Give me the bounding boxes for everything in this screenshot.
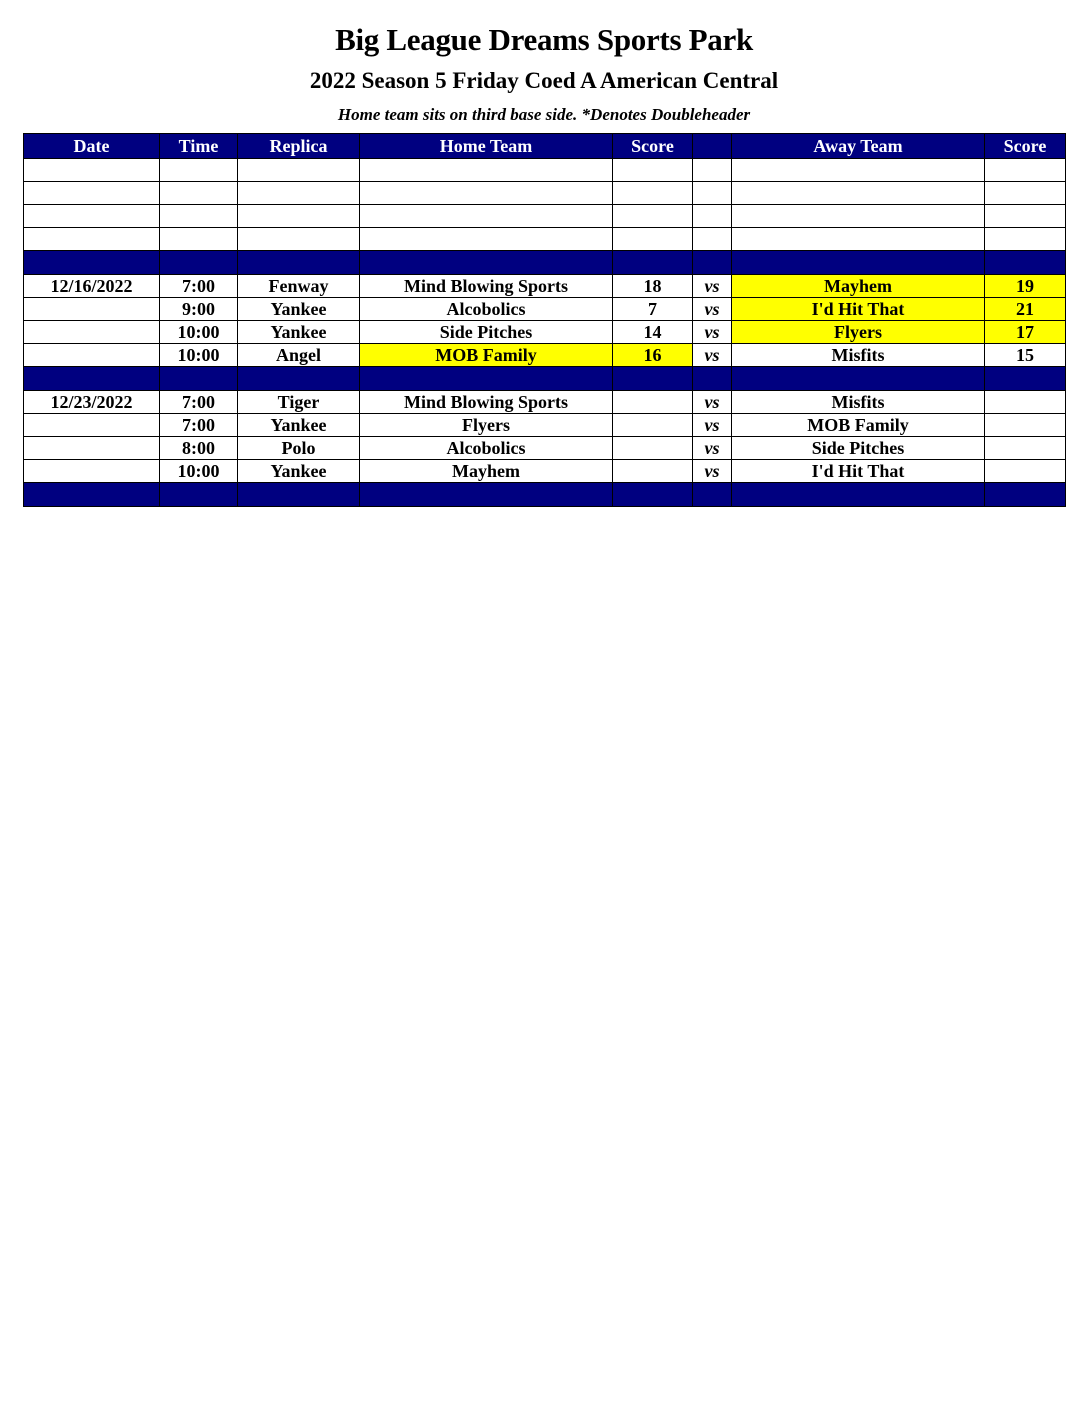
time-cell: [160, 251, 238, 275]
away-score-cell: [985, 414, 1066, 437]
col-header-away-score: Score: [985, 134, 1066, 159]
home-score-cell: [613, 460, 693, 483]
away-score-cell: [985, 159, 1066, 182]
vs-cell: [693, 251, 732, 275]
vs-cell: vs: [693, 321, 732, 344]
home-team-cell: [360, 205, 613, 228]
date-cell: 12/16/2022: [24, 275, 160, 298]
home-score-cell: [613, 367, 693, 391]
away-team-cell: I'd Hit That: [732, 460, 985, 483]
schedule-body: [24, 159, 1066, 507]
home-score-cell: 18: [613, 275, 693, 298]
game-row: [24, 460, 1066, 483]
away-team-cell: [732, 251, 985, 275]
away-team-cell: [732, 483, 985, 507]
schedule-table: [23, 133, 1066, 507]
vs-cell: vs: [693, 460, 732, 483]
date-cell: [24, 182, 160, 205]
vs-cell: [693, 205, 732, 228]
away-score-cell: 21: [985, 298, 1066, 321]
date-cell: [24, 460, 160, 483]
away-team-cell: Side Pitches: [732, 437, 985, 460]
home-team-cell: [360, 367, 613, 391]
vs-cell: [693, 228, 732, 251]
date-cell: [24, 321, 160, 344]
away-team-cell: [732, 159, 985, 182]
home-score-cell: [613, 483, 693, 507]
game-row: [24, 344, 1066, 367]
date-cell: 12/23/2022: [24, 391, 160, 414]
game-row: [24, 321, 1066, 344]
separator-band-row: [24, 483, 1066, 507]
date-cell: [24, 414, 160, 437]
home-score-cell: [613, 437, 693, 460]
time-cell: [160, 205, 238, 228]
home-team-cell: Side Pitches: [360, 321, 613, 344]
time-cell: 10:00: [160, 344, 238, 367]
home-team-cell: MOB Family: [360, 344, 613, 367]
home-team-cell: Mind Blowing Sports: [360, 275, 613, 298]
home-score-cell: 7: [613, 298, 693, 321]
away-score-cell: [985, 460, 1066, 483]
home-team-cell: [360, 228, 613, 251]
time-cell: [160, 182, 238, 205]
time-cell: [160, 228, 238, 251]
away-team-cell: I'd Hit That: [732, 298, 985, 321]
vs-cell: [693, 159, 732, 182]
away-score-cell: [985, 251, 1066, 275]
time-cell: [160, 367, 238, 391]
col-header-home-team: Home Team: [360, 134, 613, 159]
away-team-cell: [732, 228, 985, 251]
home-score-cell: 16: [613, 344, 693, 367]
away-score-cell: [985, 228, 1066, 251]
col-header-date: Date: [24, 134, 160, 159]
replica-cell: [238, 367, 360, 391]
home-team-cell: [360, 159, 613, 182]
away-team-cell: [732, 182, 985, 205]
separator-band-row: [24, 367, 1066, 391]
home-team-cell: Flyers: [360, 414, 613, 437]
replica-cell: Tiger: [238, 391, 360, 414]
vs-cell: vs: [693, 414, 732, 437]
replica-cell: [238, 228, 360, 251]
replica-cell: Yankee: [238, 321, 360, 344]
home-score-cell: [613, 182, 693, 205]
replica-cell: [238, 251, 360, 275]
date-cell: [24, 205, 160, 228]
col-header-time: Time: [160, 134, 238, 159]
game-row: [24, 437, 1066, 460]
vs-cell: vs: [693, 391, 732, 414]
away-team-cell: Misfits: [732, 344, 985, 367]
schedule-note: Home team sits on third base side. *Denotes Doubleheader: [337, 105, 751, 124]
home-team-cell: Mayhem: [360, 460, 613, 483]
away-score-cell: 15: [985, 344, 1066, 367]
away-team-cell: Misfits: [732, 391, 985, 414]
date-cell: [24, 298, 160, 321]
time-cell: 9:00: [160, 298, 238, 321]
time-cell: 7:00: [160, 414, 238, 437]
away-team-cell: Mayhem: [732, 275, 985, 298]
home-score-cell: 14: [613, 321, 693, 344]
time-cell: 10:00: [160, 321, 238, 344]
date-cell: [24, 437, 160, 460]
away-score-cell: [985, 483, 1066, 507]
home-score-cell: [613, 251, 693, 275]
date-cell: [24, 159, 160, 182]
col-header-home-score: Score: [613, 134, 693, 159]
replica-cell: Polo: [238, 437, 360, 460]
vs-cell: [693, 367, 732, 391]
replica-cell: [238, 483, 360, 507]
replica-cell: [238, 182, 360, 205]
page-subtitle: 2022 Season 5 Friday Coed A American Central: [309, 68, 779, 93]
home-team-cell: Mind Blowing Sports: [360, 391, 613, 414]
empty-row: [24, 228, 1066, 251]
separator-band-row: [24, 251, 1066, 275]
time-cell: [160, 483, 238, 507]
away-team-cell: MOB Family: [732, 414, 985, 437]
date-cell: [24, 251, 160, 275]
page-title: Big League Dreams Sports Park: [335, 22, 753, 57]
replica-cell: [238, 205, 360, 228]
home-team-cell: [360, 483, 613, 507]
home-score-cell: [613, 228, 693, 251]
home-team-cell: [360, 182, 613, 205]
col-header-vs: [693, 134, 732, 159]
away-score-cell: [985, 182, 1066, 205]
col-header-away-team: Away Team: [732, 134, 985, 159]
home-score-cell: [613, 159, 693, 182]
away-score-cell: [985, 391, 1066, 414]
vs-cell: vs: [693, 298, 732, 321]
away-team-cell: [732, 205, 985, 228]
time-cell: 8:00: [160, 437, 238, 460]
header-row: [24, 134, 1066, 159]
replica-cell: [238, 159, 360, 182]
away-score-cell: [985, 367, 1066, 391]
replica-cell: Yankee: [238, 414, 360, 437]
empty-row: [24, 182, 1066, 205]
away-score-cell: [985, 437, 1066, 460]
game-row: [24, 414, 1066, 437]
home-team-cell: [360, 251, 613, 275]
game-row: [24, 275, 1066, 298]
time-cell: 7:00: [160, 391, 238, 414]
away-team-cell: Flyers: [732, 321, 985, 344]
date-cell: [24, 483, 160, 507]
time-cell: 7:00: [160, 275, 238, 298]
home-score-cell: [613, 414, 693, 437]
home-team-cell: Alcobolics: [360, 437, 613, 460]
replica-cell: Fenway: [238, 275, 360, 298]
time-cell: [160, 159, 238, 182]
replica-cell: Yankee: [238, 460, 360, 483]
empty-row: [24, 205, 1066, 228]
home-team-cell: Alcobolics: [360, 298, 613, 321]
vs-cell: vs: [693, 437, 732, 460]
vs-cell: [693, 483, 732, 507]
away-score-cell: [985, 205, 1066, 228]
col-header-replica: Replica: [238, 134, 360, 159]
time-cell: 10:00: [160, 460, 238, 483]
home-score-cell: [613, 391, 693, 414]
date-cell: [24, 344, 160, 367]
empty-row: [24, 159, 1066, 182]
home-score-cell: [613, 205, 693, 228]
game-row: [24, 298, 1066, 321]
date-cell: [24, 228, 160, 251]
vs-cell: [693, 182, 732, 205]
replica-cell: Angel: [238, 344, 360, 367]
away-score-cell: 17: [985, 321, 1066, 344]
game-row: [24, 391, 1066, 414]
vs-cell: vs: [693, 344, 732, 367]
replica-cell: Yankee: [238, 298, 360, 321]
away-score-cell: 19: [985, 275, 1066, 298]
vs-cell: vs: [693, 275, 732, 298]
date-cell: [24, 367, 160, 391]
away-team-cell: [732, 367, 985, 391]
